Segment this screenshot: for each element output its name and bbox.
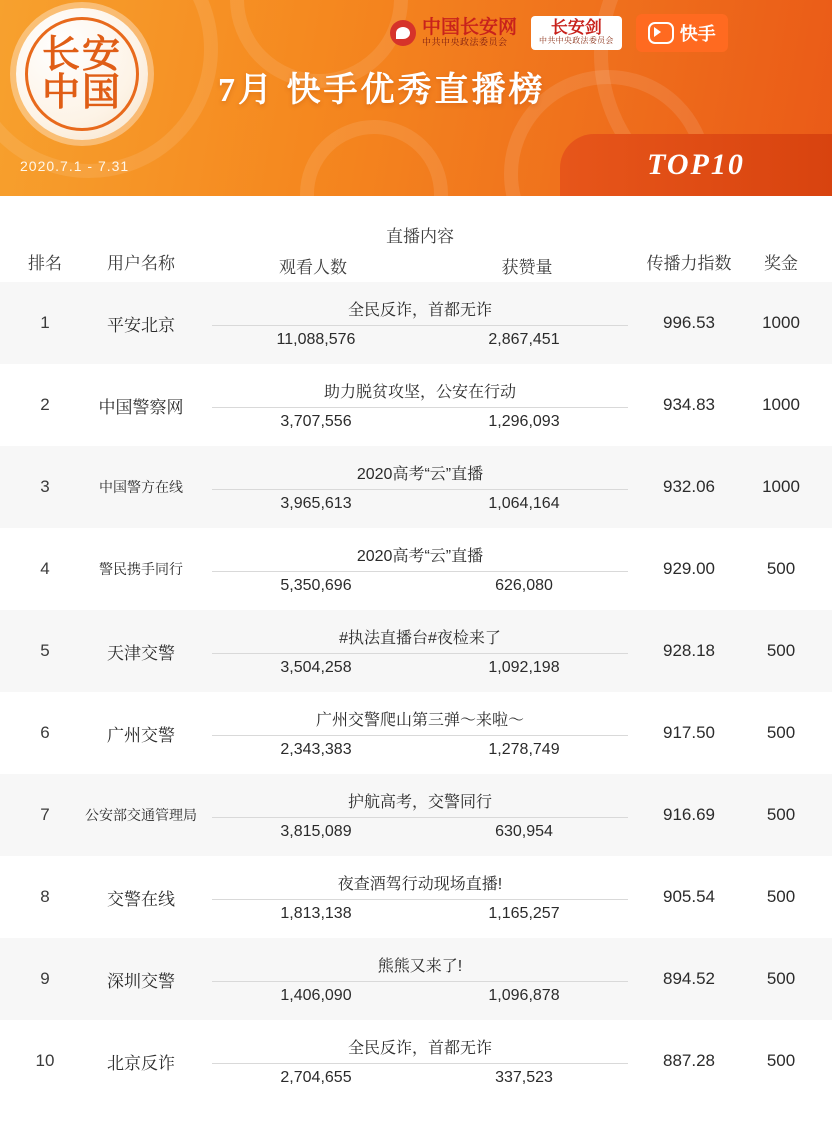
cell-content — [206, 461, 634, 513]
cell-user: 警民携手同行 — [99, 561, 183, 577]
cell-user: 中国警方在线 — [99, 479, 183, 495]
cell-index: 934.83 — [663, 395, 715, 414]
table-header-row — [0, 210, 832, 282]
cell-user: 公安部交通管理局 — [85, 807, 197, 823]
cell-views: 1,406,090 — [280, 987, 352, 1004]
table-row[interactable] — [0, 692, 832, 774]
date-range-label: 2020.7.1 - 7.31 — [20, 158, 130, 174]
cell-index: 894.52 — [663, 969, 715, 988]
cell-prize: 500 — [766, 805, 796, 824]
cell-views: 3,504,258 — [280, 659, 352, 676]
cell-content — [206, 625, 634, 677]
cell-rank: 1 — [40, 313, 50, 332]
column-header-content-group — [206, 222, 634, 282]
column-header-index: 传播力指数 — [646, 254, 732, 273]
cell-content — [206, 543, 634, 595]
cell-content — [206, 379, 634, 431]
page-title: 7月 快手优秀直播榜 — [218, 72, 546, 109]
cell-index: 887.28 — [663, 1051, 715, 1070]
cell-likes: 2,867,451 — [488, 331, 560, 348]
cell-views: 2,343,383 — [280, 741, 352, 758]
cell-views: 3,815,089 — [280, 823, 352, 840]
table-row[interactable] — [0, 446, 832, 528]
column-header-likes: 获赞量 — [501, 258, 553, 277]
changan-jian-name: 长安剑 — [550, 18, 602, 38]
table-row[interactable] — [0, 938, 832, 1020]
changan-china-seal — [16, 8, 148, 140]
cell-likes: 1,064,164 — [488, 495, 560, 512]
cell-rank: 8 — [40, 887, 50, 906]
cell-views: 11,088,576 — [276, 331, 356, 348]
cell-likes: 630,954 — [495, 823, 553, 840]
cell-rank: 2 — [40, 395, 50, 414]
cell-views: 2,704,655 — [280, 1069, 352, 1086]
table-row[interactable] — [0, 774, 832, 856]
cell-prize: 500 — [766, 559, 796, 578]
changan-net-logo — [390, 18, 517, 47]
cell-user: 交警在线 — [107, 889, 175, 909]
cell-likes: 337,523 — [495, 1069, 553, 1086]
kuaishou-play-icon — [648, 22, 674, 44]
column-header-prize: 奖金 — [764, 254, 798, 273]
decorative-swirl-5 — [300, 120, 448, 196]
cell-content — [206, 297, 634, 349]
cell-prize: 1000 — [762, 395, 800, 414]
cell-rank: 9 — [40, 969, 50, 988]
seal-line-2: 中国 — [41, 72, 122, 114]
cell-likes: 1,296,093 — [488, 413, 560, 430]
cell-content-title: 全民反诈，首都无诈 — [212, 297, 628, 326]
cell-user: 深圳交警 — [107, 971, 175, 991]
table-row[interactable] — [0, 1020, 832, 1102]
cell-prize: 500 — [766, 723, 796, 742]
cell-likes: 1,096,878 — [488, 987, 560, 1004]
seal-line-1: 长安 — [41, 34, 122, 76]
cell-rank: 3 — [40, 477, 50, 496]
cell-content-title: 助力脱贫攻坚，公安在行动 — [212, 379, 628, 408]
cell-content-title: 全民反诈，首都无诈 — [212, 1035, 628, 1064]
cell-index: 928.18 — [663, 641, 715, 660]
kuaishou-name: 快手 — [679, 24, 716, 44]
cell-content-title: 2020高考“云”直播 — [212, 543, 628, 572]
cell-rank: 4 — [40, 559, 50, 578]
top10-label: TOP10 — [647, 148, 745, 181]
cell-likes: 1,278,749 — [488, 741, 560, 758]
table-row[interactable] — [0, 856, 832, 938]
cell-views: 1,813,138 — [280, 905, 352, 922]
cell-likes: 1,092,198 — [488, 659, 560, 676]
table-row[interactable] — [0, 610, 832, 692]
cell-index: 917.50 — [663, 723, 715, 742]
cell-content-title: 熊熊又来了! — [212, 953, 628, 982]
cell-user: 平安北京 — [107, 315, 175, 335]
cell-prize: 500 — [766, 1051, 796, 1070]
changan-net-name: 中国长安网 — [422, 17, 518, 39]
cell-content-title: 2020高考“云”直播 — [212, 461, 628, 490]
cell-user: 北京反诈 — [107, 1053, 175, 1073]
brand-bar — [390, 14, 728, 52]
cell-content — [206, 707, 634, 759]
kuaishou-logo — [636, 14, 728, 52]
top10-banner — [560, 134, 832, 196]
cell-index: 996.53 — [663, 313, 715, 332]
table-row[interactable] — [0, 528, 832, 610]
page-header — [0, 0, 832, 196]
ranking-table — [0, 196, 832, 1102]
column-header-user: 用户名称 — [107, 254, 175, 273]
table-row[interactable] — [0, 364, 832, 446]
flame-icon — [390, 20, 416, 46]
cell-prize: 500 — [766, 887, 796, 906]
column-header-content: 直播内容 — [386, 227, 454, 246]
cell-rank: 10 — [35, 1051, 55, 1070]
seal-inner — [25, 17, 139, 131]
changan-net-org: 中共中央政法委员会 — [422, 37, 508, 48]
cell-index: 905.54 — [663, 887, 715, 906]
cell-content — [206, 1035, 634, 1087]
cell-views: 5,350,696 — [280, 577, 352, 594]
cell-user: 广州交警 — [107, 725, 175, 745]
changan-jian-org: 中共中央政法委员会 — [539, 36, 614, 46]
cell-views: 3,965,613 — [280, 495, 352, 512]
cell-index: 929.00 — [663, 559, 715, 578]
cell-content-title: #执法直播台#夜检来了 — [212, 625, 628, 654]
cell-views: 3,707,556 — [280, 413, 352, 430]
cell-likes: 1,165,257 — [488, 905, 560, 922]
cell-prize: 500 — [766, 641, 796, 660]
cell-prize: 1000 — [762, 477, 800, 496]
cell-rank: 5 — [40, 641, 50, 660]
cell-prize: 500 — [766, 969, 796, 988]
cell-index: 916.69 — [663, 805, 715, 824]
cell-content-title: 护航高考，交警同行 — [212, 789, 628, 818]
table-row[interactable] — [0, 282, 832, 364]
cell-index: 932.06 — [663, 477, 715, 496]
cell-prize: 1000 — [762, 313, 800, 332]
cell-likes: 626,080 — [495, 577, 553, 594]
cell-user: 中国警察网 — [98, 397, 184, 417]
column-header-views: 观看人数 — [279, 258, 347, 277]
cell-content-title: 广州交警爬山第三弹～来啦～ — [212, 707, 628, 736]
cell-content — [206, 871, 634, 923]
changan-jian-logo — [531, 16, 622, 49]
cell-content-title: 夜查酒驾行动现场直播! — [212, 871, 628, 900]
cell-rank: 7 — [40, 805, 50, 824]
cell-rank: 6 — [40, 723, 50, 742]
cell-content — [206, 789, 634, 841]
cell-user: 天津交警 — [107, 643, 175, 663]
table-body — [0, 282, 832, 1102]
column-header-rank: 排名 — [28, 254, 62, 273]
cell-content — [206, 953, 634, 1005]
